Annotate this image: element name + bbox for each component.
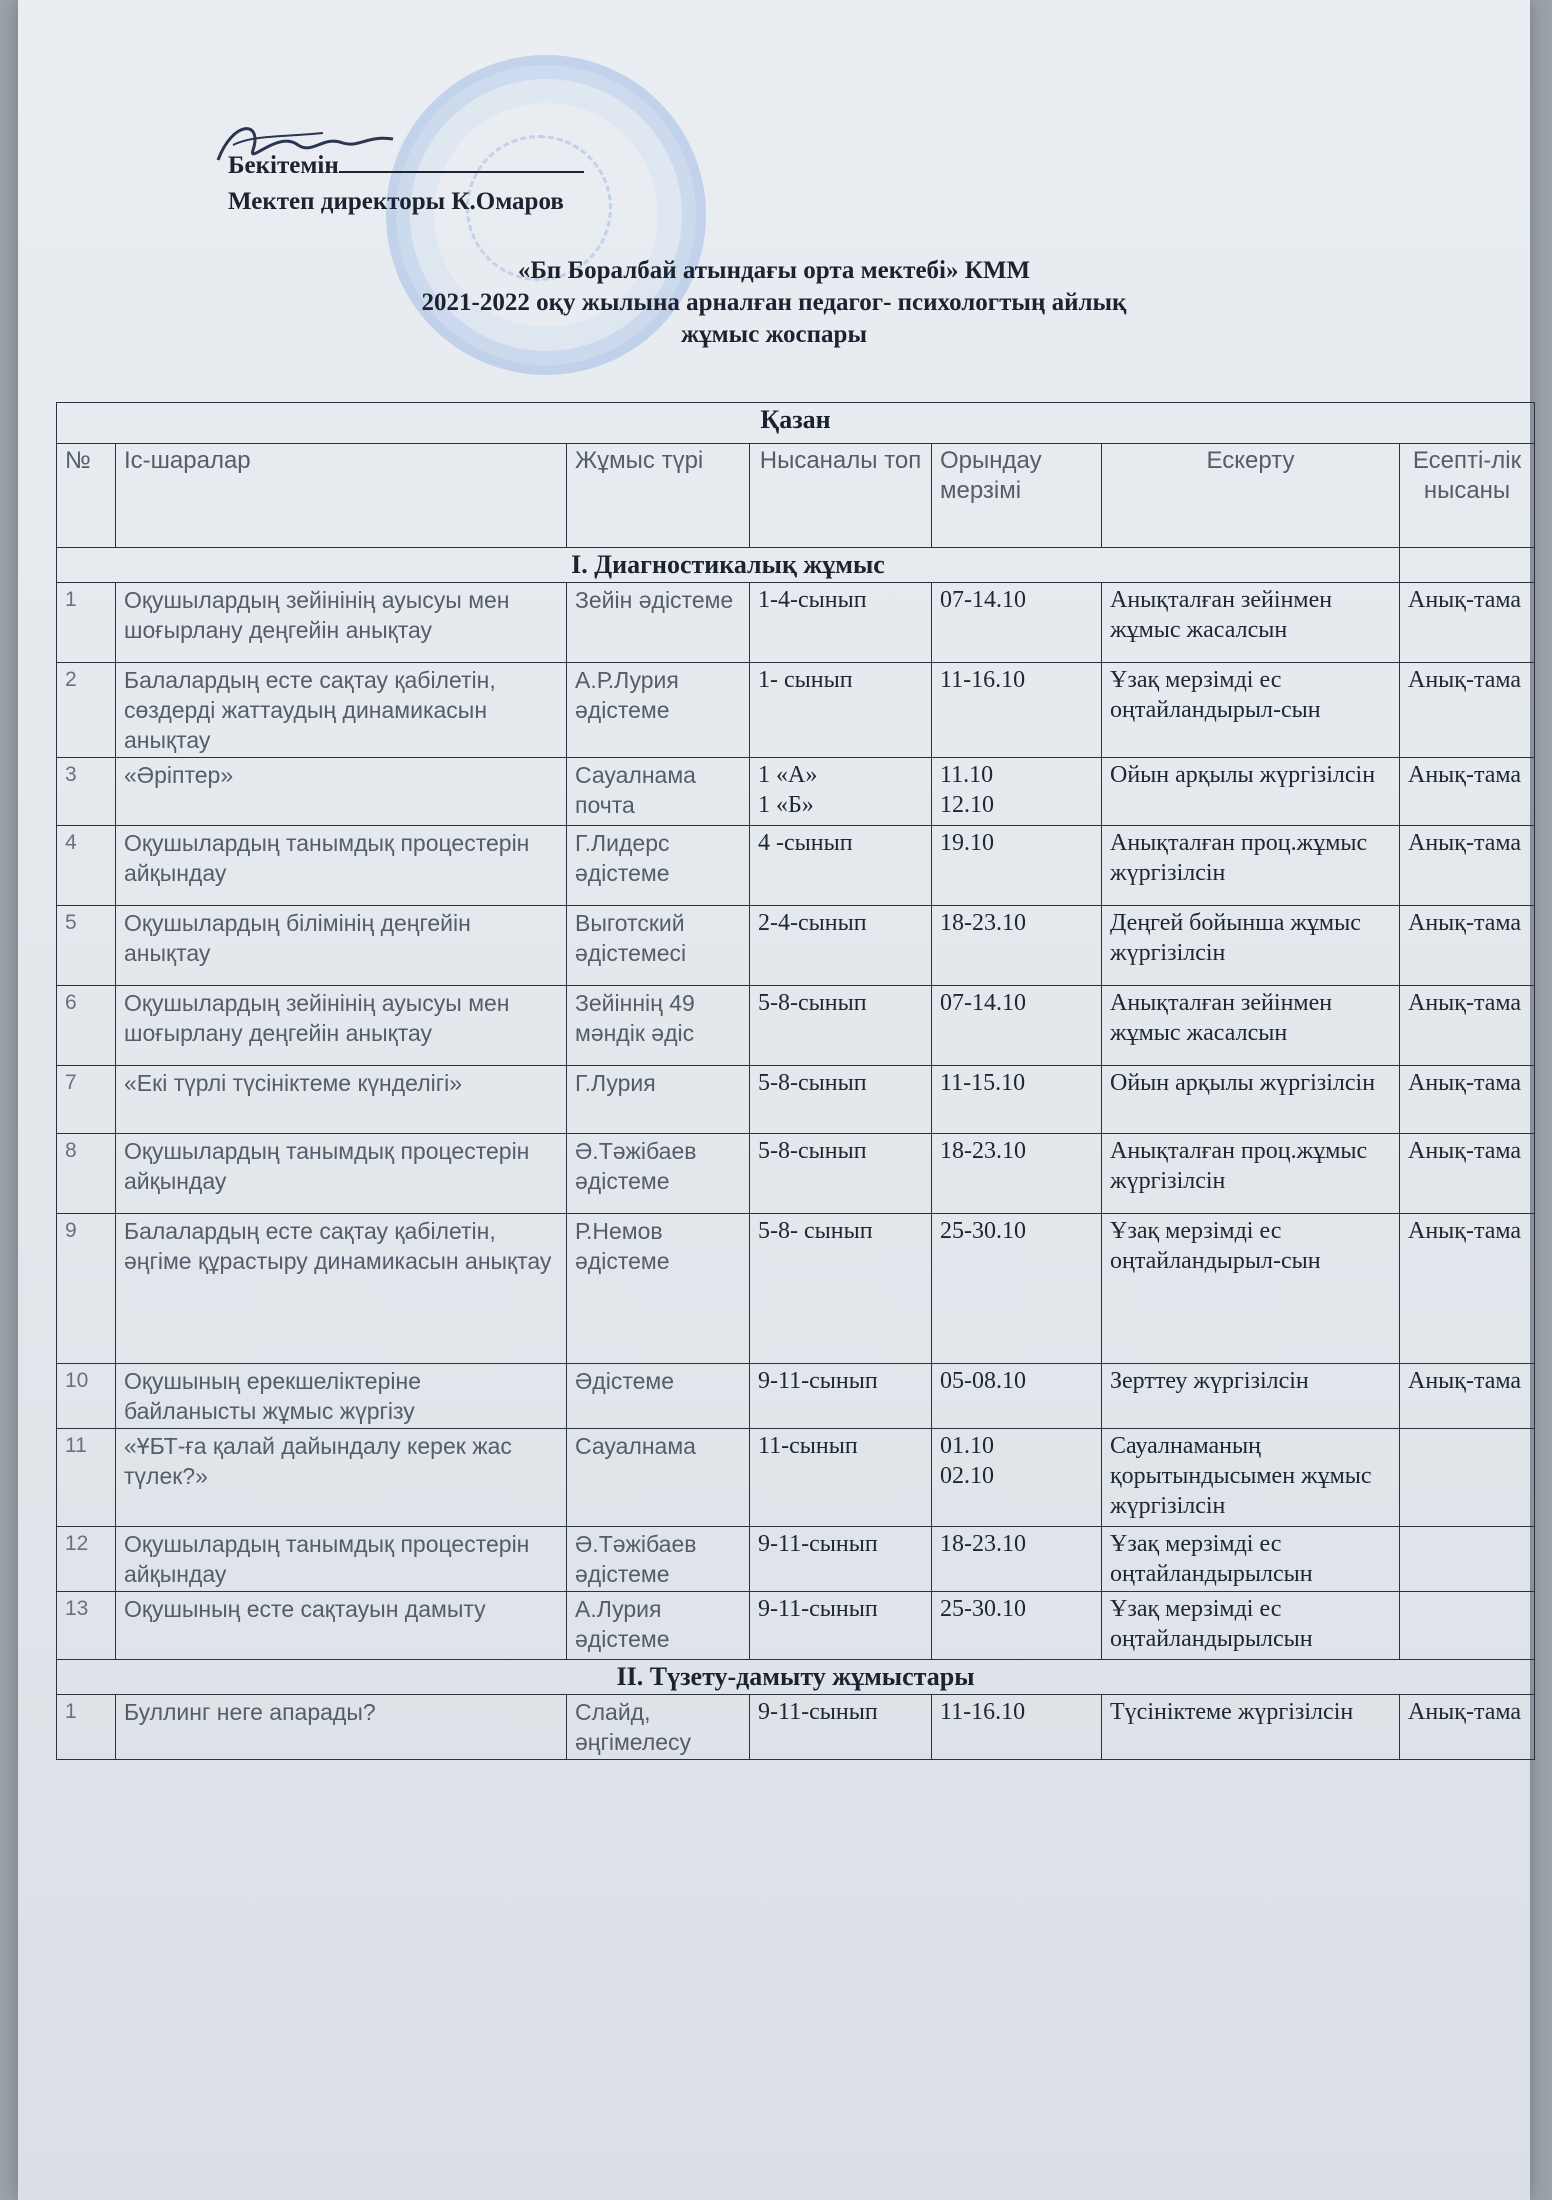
table-row (57, 1592, 1535, 1660)
col-header-no: № (57, 444, 116, 548)
work-type-cell: Г.Лурия (567, 1066, 750, 1134)
row-number: 1 (57, 1695, 116, 1760)
table-row (57, 906, 1535, 986)
document-title (18, 255, 1552, 351)
deadline-cell: 07-14.10 (932, 583, 1102, 663)
report-form-cell: Анық-тама (1400, 906, 1535, 986)
title-line-3: жұмыс жоспары (681, 321, 867, 348)
row-number: 4 (57, 826, 116, 906)
row-number: 8 (57, 1134, 116, 1214)
table-row (57, 583, 1535, 663)
target-group-cell: 9-11-сынып (750, 1695, 932, 1760)
table-row (57, 758, 1535, 826)
report-form-cell: Анық-тама (1400, 1134, 1535, 1214)
report-form-cell: Анық-тама (1400, 663, 1535, 758)
approve-label: Бекітемін (228, 152, 339, 179)
row-number: 1 (57, 583, 116, 663)
section-row-diagnostic (57, 548, 1535, 583)
note-cell: Деңгей бойынша жұмыс жүргізілсін (1102, 906, 1400, 986)
activity-cell: Оқушылардың білімінің деңгейін анықтау (116, 906, 567, 986)
activity-cell: Оқушылардың зейінінің ауысуы мен шоғырлану деңгейін анықтау (116, 583, 567, 663)
report-form-cell (1400, 1527, 1535, 1592)
work-type-cell: Р.Немов әдістеме (567, 1214, 750, 1364)
work-type-cell: Әдістеме (567, 1364, 750, 1429)
signature-line (339, 149, 584, 173)
deadline-cell: 25-30.10 (932, 1214, 1102, 1364)
deadline-cell: 11-15.10 (932, 1066, 1102, 1134)
activity-cell: Оқушылардың зейінінің ауысуы мен шоғырлану деңгейін анықтау (116, 986, 567, 1066)
note-cell: Ойын арқылы жүргізілсін (1102, 758, 1400, 826)
section-title-diagnostic: I. Диагностикалық жұмыс (57, 548, 1400, 583)
target-group-cell: 1 «А» 1 «Б» (750, 758, 932, 826)
row-number: 12 (57, 1527, 116, 1592)
table-row (57, 1695, 1535, 1760)
activity-cell: Оқушының ерекшеліктеріне байланысты жұмыс жүргізу (116, 1364, 567, 1429)
row-number: 2 (57, 663, 116, 758)
work-type-cell: Слайд, әңгімелесу (567, 1695, 750, 1760)
deadline-cell: 05-08.10 (932, 1364, 1102, 1429)
note-cell: Түсініктеме жүргізілсін (1102, 1695, 1400, 1760)
work-type-cell: А.Р.Лурия әдістеме (567, 663, 750, 758)
activity-cell: Балалардың есте сақтау қабілетін, сөздерді жаттаудың динамикасын анықтау (116, 663, 567, 758)
col-header-group: Нысаналы топ (750, 444, 932, 548)
activity-cell: Оқушылардың танымдық процестерін айқындау (116, 826, 567, 906)
table-row (57, 1527, 1535, 1592)
title-line-1: «Бп Боралбай атындағы орта мектебі» КММ (517, 257, 1031, 284)
table-row (57, 1134, 1535, 1214)
report-form-cell: Анық-тама (1400, 1214, 1535, 1364)
note-cell: Анықталған проц.жұмыс жүргізілсін (1102, 826, 1400, 906)
target-group-cell: 9-11-сынып (750, 1364, 932, 1429)
deadline-cell: 18-23.10 (932, 906, 1102, 986)
column-header-row (57, 444, 1535, 548)
approval-block (228, 148, 584, 220)
note-cell: Ұзақ мерзімді ес оңтайландырыл-сын (1102, 663, 1400, 758)
work-type-cell: Сауалнама почта (567, 758, 750, 826)
month-header: Қазан (57, 403, 1535, 444)
activity-cell: «Әріптер» (116, 758, 567, 826)
deadline-cell: 11.10 12.10 (932, 758, 1102, 826)
target-group-cell: 1-4-сынып (750, 583, 932, 663)
deadline-cell: 11-16.10 (932, 1695, 1102, 1760)
note-cell: Анықталған зейінмен жұмыс жасалсын (1102, 986, 1400, 1066)
work-type-cell: Выготский әдістемесі (567, 906, 750, 986)
target-group-cell: 1- сынып (750, 663, 932, 758)
note-cell: Ұзақ мерзімді ес оңтайландырылсын (1102, 1527, 1400, 1592)
row-number: 13 (57, 1592, 116, 1660)
document-sheet (18, 0, 1530, 2200)
row-number: 3 (57, 758, 116, 826)
report-form-cell: Анық-тама (1400, 1695, 1535, 1760)
report-form-cell: Анық-тама (1400, 583, 1535, 663)
section-row-correction (57, 1660, 1535, 1695)
note-cell: Анықталған проц.жұмыс жүргізілсін (1102, 1134, 1400, 1214)
report-form-cell: Анық-тама (1400, 1066, 1535, 1134)
col-header-report: Есепті-лік нысаны (1400, 444, 1535, 548)
work-plan-table (56, 402, 1535, 1760)
deadline-cell: 07-14.10 (932, 986, 1102, 1066)
work-type-cell: Ә.Тәжібаев әдістеме (567, 1527, 750, 1592)
report-form-cell (1400, 1592, 1535, 1660)
deadline-cell: 18-23.10 (932, 1134, 1102, 1214)
activity-cell: Балалардың есте сақтау қабілетін, әңгіме құрастыру динамикасын анықтау (116, 1214, 567, 1364)
target-group-cell: 4 -сынып (750, 826, 932, 906)
row-number: 10 (57, 1364, 116, 1429)
col-header-type: Жұмыс түрі (567, 444, 750, 548)
work-type-cell: Ә.Тәжібаев әдістеме (567, 1134, 750, 1214)
target-group-cell: 2-4-сынып (750, 906, 932, 986)
row-number: 11 (57, 1429, 116, 1527)
row-number: 9 (57, 1214, 116, 1364)
col-header-note: Ескерту (1102, 444, 1400, 548)
activity-cell: Оқушының есте сақтауын дамыту (116, 1592, 567, 1660)
activity-cell: Буллинг неге апарады? (116, 1695, 567, 1760)
deadline-cell: 01.10 02.10 (932, 1429, 1102, 1527)
row-number: 6 (57, 986, 116, 1066)
target-group-cell: 9-11-сынып (750, 1527, 932, 1592)
note-cell: Ойын арқылы жүргізілсін (1102, 1066, 1400, 1134)
table-row (57, 1364, 1535, 1429)
deadline-cell: 11-16.10 (932, 663, 1102, 758)
target-group-cell: 11-сынып (750, 1429, 932, 1527)
report-form-cell: Анық-тама (1400, 758, 1535, 826)
work-type-cell: Зейін әдістеме (567, 583, 750, 663)
table-row (57, 663, 1535, 758)
row-number: 5 (57, 906, 116, 986)
row-number: 7 (57, 1066, 116, 1134)
work-type-cell: Сауалнама (567, 1429, 750, 1527)
target-group-cell: 5-8-сынып (750, 1066, 932, 1134)
note-cell: Сауалнаманың қорытындысымен жұмыс жүргізілсін (1102, 1429, 1400, 1527)
table-row (57, 1066, 1535, 1134)
table-row (57, 826, 1535, 906)
target-group-cell: 5-8-сынып (750, 1134, 932, 1214)
title-line-2: 2021-2022 оқу жылына арналған педагог- психологтың айлық (421, 289, 1127, 316)
activity-cell: «Екі түрлі түсініктеме күнделігі» (116, 1066, 567, 1134)
deadline-cell: 18-23.10 (932, 1527, 1102, 1592)
target-group-cell: 9-11-сынып (750, 1592, 932, 1660)
note-cell: Анықталған зейінмен жұмыс жасалсын (1102, 583, 1400, 663)
target-group-cell: 5-8- сынып (750, 1214, 932, 1364)
note-cell: Зерттеу жүргізілсін (1102, 1364, 1400, 1429)
report-form-cell: Анық-тама (1400, 986, 1535, 1066)
col-header-date: Орындау мерзімі (932, 444, 1102, 548)
activity-cell: «ҰБТ-ға қалай дайындалу керек жас түлек?» (116, 1429, 567, 1527)
target-group-cell: 5-8-сынып (750, 986, 932, 1066)
section-title-correction: II. Түзету-дамыту жұмыстары (57, 1660, 1535, 1695)
note-cell: Ұзақ мерзімді ес оңтайландырыл-сын (1102, 1214, 1400, 1364)
report-form-cell: Анық-тама (1400, 1364, 1535, 1429)
activity-cell: Оқушылардың танымдық процестерін айқындау (116, 1527, 567, 1592)
report-form-cell (1400, 1429, 1535, 1527)
activity-cell: Оқушылардың танымдық процестерін айқындау (116, 1134, 567, 1214)
note-cell: Ұзақ мерзімді ес оңтайландырылсын (1102, 1592, 1400, 1660)
director-name: Мектеп директоры К.Омаров (228, 188, 564, 215)
table-row (57, 1214, 1535, 1364)
table-row (57, 1429, 1535, 1527)
work-type-cell: А.Лурия әдістеме (567, 1592, 750, 1660)
deadline-cell: 25-30.10 (932, 1592, 1102, 1660)
report-form-cell: Анық-тама (1400, 826, 1535, 906)
deadline-cell: 19.10 (932, 826, 1102, 906)
table-row (57, 986, 1535, 1066)
col-header-activity: Іс-шаралар (116, 444, 567, 548)
work-type-cell: Г.Лидерс әдістеме (567, 826, 750, 906)
work-type-cell: Зейіннің 49 мәндік әдіс (567, 986, 750, 1066)
